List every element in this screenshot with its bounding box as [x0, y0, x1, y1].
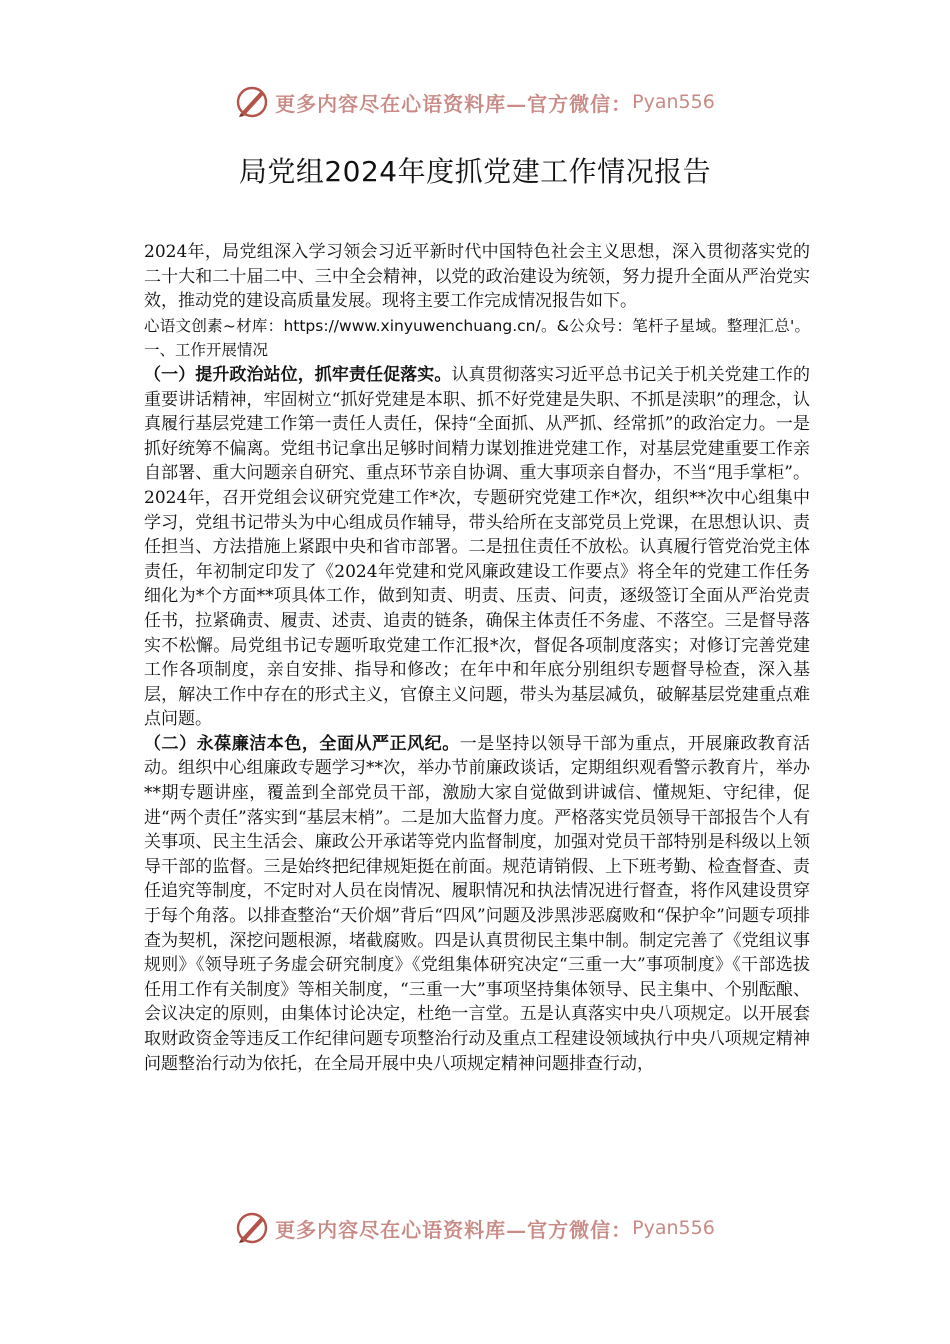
watermark-wechat-id: Pyan556: [632, 1217, 715, 1239]
section-2-body: 一是坚持以领导干部为重点，开展廉政教育活动。组织中心组廉政专题学习**次，举办节前廉政谈话，定期组织观看警示教育片，举办**期专题讲座，覆盖到全部党员干部，激励大家自觉做到讲诚信、懂规矩、守纪律，促进“两个责任”落实到“基层末梢”。二是加大监督力度。严格落实党员领导干部报告个人有关事项、民主生活会、廉政公开承诺等党内监督制度，加强对党员干部特别是科级以上领导干部的监督。三是始终把纪律规矩挺在前面。规范请销假、上下班考勤、检查督查、责任追究等制度，不定时对人员在岗情况、履职情况和执法情况进行督查，将作风建设贯穿于每个角落。以排查整治“天价烟”背后“四风”问题及涉黑涉恶腐败和“保护伞”问题专项排查为契机，深挖问题根源，堵截腐败。四是认真贯彻民主集中制。制定完善了《党组议事规则》《领导班子务虚会研究制度》《党组集体研究决定“三重一大”事项制度》《干部选拔任用工作有关制度》等相关制度，“三重一大”事项坚持集体领导、民主集中、个别酝酿、会议决定的原则，由集体讨论决定，杜绝一言堂。五是认真落实中央八项规定。以开展套取财政资金等违反工作纪律问题专项整治行动及重点工程建设领域执行中央八项规定精神问题整治行动为依托，在全局开展中央八项规定精神问题排查行动，: [144, 733, 811, 1074]
section-2-paragraph: [144, 732, 810, 1076]
section-1-paragraph: [144, 363, 810, 732]
watermark-wechat-id: Pyan556: [632, 91, 715, 113]
section-1-heading: （一）提升政治站位，抓牢责任促落实。: [144, 364, 452, 385]
header-watermark-banner: [0, 84, 950, 120]
document-body: [144, 240, 810, 1076]
watermark-text: 更多内容尽在心语资料库—官方微信：: [275, 1217, 633, 1242]
footer-watermark-banner: [0, 1210, 950, 1246]
source-note: 心语文创素~材库：https://www.xinyuwenchuang.cn/。&公众号：笔杆子星域。整理汇总'。一、工作开展情况: [144, 316, 810, 360]
watermark-text: 更多内容尽在心语资料库—官方微信：: [275, 91, 633, 116]
pen-logo-icon: [235, 85, 269, 119]
document-title: 局党组2024年度抓党建工作情况报告: [238, 155, 712, 188]
section-2-heading: （二）永葆廉洁本色，全面从严正风纪。: [144, 733, 460, 754]
pen-logo-icon: [235, 1211, 269, 1245]
intro-paragraph: 2024年，局党组深入学习领会习近平新时代中国特色社会主义思想，深入贯彻落实党的二十大和二十届二中、三中全会精神，以党的政治建设为统领，努力提升全面从严治党实效，推动党的建设高质量发展。现将主要工作完成情况报告如下。: [144, 242, 810, 312]
section-1-body: 认真贯彻落实习近平总书记关于机关党建工作的重要讲话精神，牢固树立“抓好党建是本职、抓不好党建是失职、不抓是渎职”的理念，认真履行基层党建工作第一责任人责任，保持“全面抓、从严抓、经常抓”的政治定力。一是抓好统筹不偏离。党组书记拿出足够时间精力谋划推进党建工作，对基层党建重要工作亲自部署、重大问题亲自研究、重点环节亲自协调、重大事项亲自督办，不当“甩手掌柜”。2024年，召开党组会议研究党建工作*次，专题研究党建工作*次，组织**次中心组集中学习，党组书记带头为中心组成员作辅导，带头给所在支部党员上党课，在思想认识、责任担当、方法措施上紧跟中央和省市部署。二是扭住责任不放松。认真履行管党治党主体责任，年初制定印发了《2024年党建和党风廉政建设工作要点》将全年的党建工作任务细化为*个方面**项具体工作，做到知责、明责、压责、问责，逐级签订全面从严治党责任书，拉紧确责、履责、述责、追责的链条，确保主体责任不务虚、不落空。三是督导落实不松懈。局党组书记专题听取党建工作汇报*次，督促各项制度落实；对修订完善党建工作各项制度，亲自安排、指导和修改；在年中和年底分别组织专题督导检查，深入基层，解决工作中存在的形式主义，官僚主义问题，带头为基层减负，破解基层党建重点难点问题。: [144, 364, 811, 730]
